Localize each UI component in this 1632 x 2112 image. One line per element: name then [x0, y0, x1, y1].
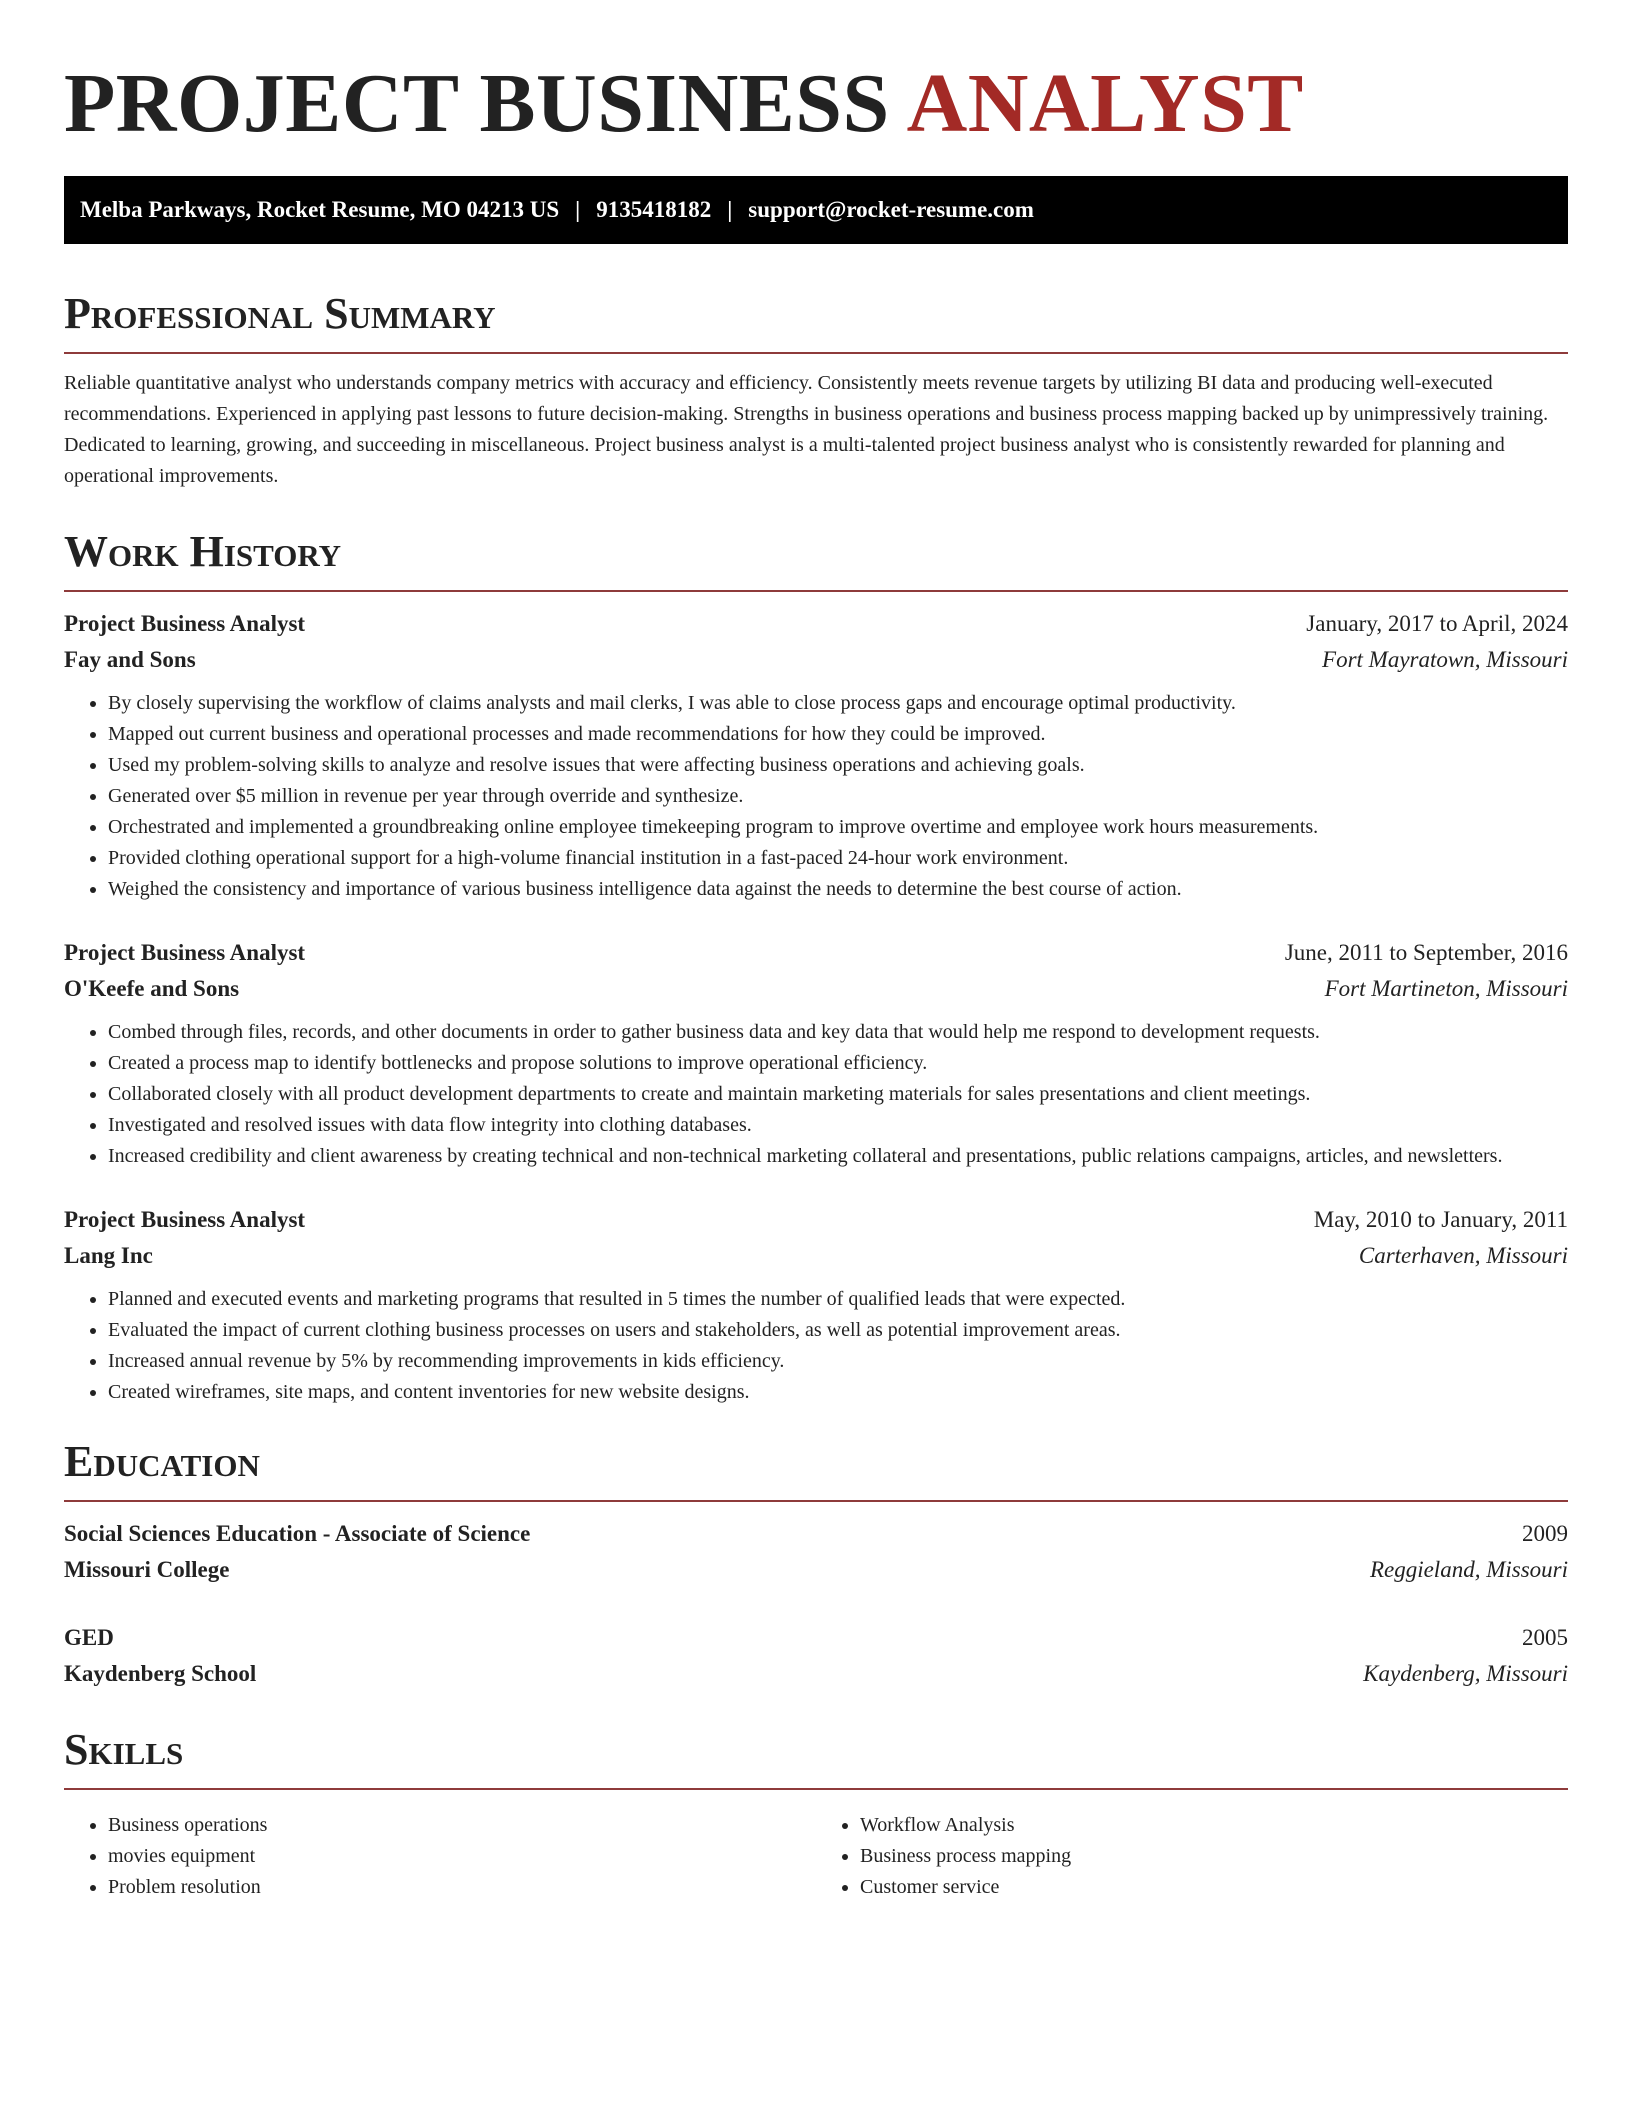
job-entry — [64, 935, 1568, 1172]
education-location: Kaydenberg, Missouri — [1363, 1661, 1568, 1686]
job-company-row — [64, 971, 1568, 1007]
education-school-row — [64, 1552, 1568, 1588]
skill-item: • movies equipment — [108, 1841, 816, 1872]
job-company-row — [64, 1238, 1568, 1274]
job-entry — [64, 606, 1568, 905]
job-entry — [64, 1202, 1568, 1408]
education-school: Kaydenberg School — [64, 1661, 257, 1686]
job-bullets — [64, 1017, 1568, 1172]
contact-phone: 9135418182 — [596, 197, 712, 222]
list-item: • Mapped out current business and operational processes and made recommendations for how they could be improved. — [108, 719, 1568, 750]
job-dates: January, 2017 to April, 2024 — [1306, 611, 1568, 636]
contact-email: support@rocket-resume.com — [748, 197, 1034, 222]
job-header-row — [64, 606, 1568, 642]
education-year: 2005 — [1522, 1625, 1568, 1650]
job-title: Project Business Analyst — [64, 1207, 306, 1232]
list-item: • Generated over $5 million in revenue per year through override and synthesize. — [108, 781, 1568, 812]
contact-address: Melba Parkways, Rocket Resume, MO 04213 US — [80, 197, 560, 222]
job-dates: June, 2011 to September, 2016 — [1284, 940, 1568, 965]
summary-heading: Professional Summary — [64, 289, 496, 338]
job-company: Lang Inc — [64, 1243, 153, 1268]
list-item: • Increased annual revenue by 5% by recommending improvements in kids efficiency. — [108, 1346, 1568, 1377]
skill-item: • Customer service — [860, 1872, 1568, 1903]
education-location: Reggieland, Missouri — [1369, 1557, 1568, 1582]
education-heading: Education — [64, 1437, 260, 1486]
title-accent: ANALYST — [906, 57, 1304, 150]
contact-separator: | — [575, 197, 581, 222]
title-main: PROJECT BUSINESS — [64, 57, 890, 150]
job-title: Project Business Analyst — [64, 611, 306, 636]
job-dates: May, 2010 to January, 2011 — [1313, 1207, 1568, 1232]
job-bullets — [64, 1284, 1568, 1408]
skill-item: • Workflow Analysis — [860, 1810, 1568, 1841]
job-location: Carterhaven, Missouri — [1358, 1243, 1568, 1268]
skills-section — [64, 1724, 1568, 1903]
skill-item: • Business operations — [108, 1810, 816, 1841]
skill-item: • Problem resolution — [108, 1872, 816, 1903]
list-item: • Provided clothing operational support for a high-volume financial institution in a fast-paced 24-hour work environment. — [108, 843, 1568, 874]
work-history-heading: Work History — [64, 527, 342, 576]
list-item: • Created a process map to identify bottlenecks and propose solutions to improve operational efficiency. — [108, 1048, 1568, 1079]
section-divider — [64, 1500, 1568, 1502]
education-school: Missouri College — [64, 1557, 230, 1582]
education-year: 2009 — [1522, 1521, 1568, 1546]
job-header-row — [64, 1202, 1568, 1238]
section-divider — [64, 352, 1568, 354]
job-company: O'Keefe and Sons — [64, 976, 240, 1001]
job-header-row — [64, 935, 1568, 971]
contact-bar — [64, 176, 1568, 244]
list-item: • Used my problem-solving skills to analyze and resolve issues that were affecting business operations and achieving goals. — [108, 750, 1568, 781]
list-item: • Investigated and resolved issues with data flow integrity into clothing databases. — [108, 1110, 1568, 1141]
list-item: • By closely supervising the workflow of claims analysts and mail clerks, I was able to close process gaps and encourage optimal productivity. — [108, 688, 1568, 719]
job-company: Fay and Sons — [64, 647, 196, 672]
education-degree-row — [64, 1516, 1568, 1552]
section-divider — [64, 590, 1568, 592]
education-school-row — [64, 1656, 1568, 1692]
work-history-section — [64, 526, 1568, 1408]
list-item: • Orchestrated and implemented a groundbreaking online employee timekeeping program to improve overtime and employee work hours measurements. — [108, 812, 1568, 843]
job-location: Fort Martineton, Missouri — [1324, 976, 1568, 1001]
list-item: • Weighed the consistency and importance of various business intelligence data against the needs to determine the best course of action. — [108, 874, 1568, 905]
summary-section — [64, 288, 1568, 492]
resume-title — [64, 56, 1568, 152]
list-item: • Evaluated the impact of current clothing business processes on users and stakeholders, as well as potential improvement areas. — [108, 1315, 1568, 1346]
skills-heading: Skills — [64, 1725, 184, 1774]
education-degree: Social Sciences Education - Associate of Science — [64, 1521, 531, 1546]
job-title: Project Business Analyst — [64, 940, 306, 965]
skills-column-right — [816, 1810, 1568, 1903]
education-degree: GED — [64, 1625, 114, 1650]
list-item: • Combed through files, records, and other documents in order to gather business data and key data that would help me respond to development requests. — [108, 1017, 1568, 1048]
skills-column-left — [64, 1810, 816, 1903]
education-entry — [64, 1620, 1568, 1692]
contact-separator: | — [727, 197, 733, 222]
skill-item: • Business process mapping — [860, 1841, 1568, 1872]
education-section — [64, 1436, 1568, 1692]
list-item: • Increased credibility and client awareness by creating technical and non-technical marketing collateral and presentations, public relations campaigns, articles, and newsletters. — [108, 1141, 1568, 1172]
job-company-row — [64, 642, 1568, 678]
summary-text: Reliable quantitative analyst who understands company metrics with accuracy and efficiency. Consistently meets revenue targets by utilizing BI data and producing well-executed recommendations. Experienced in applying past lessons to future decision-making. Strengths in business operations and business process mapping backed up by unimpressively training. Dedicated to learning, growing, and succeeding in miscellaneous. Project business analyst is a multi-talented project business analyst who is consistently rewarded for planning and operational improvements. — [64, 372, 1549, 487]
skills-grid — [64, 1804, 1568, 1903]
education-degree-row — [64, 1620, 1568, 1656]
list-item: • Created wireframes, site maps, and content inventories for new website designs. — [108, 1377, 1568, 1408]
list-item: • Planned and executed events and marketing programs that resulted in 5 times the number of qualified leads that were expected. — [108, 1284, 1568, 1315]
section-divider — [64, 1788, 1568, 1790]
job-location: Fort Mayratown, Missouri — [1322, 647, 1568, 672]
education-entry — [64, 1516, 1568, 1588]
list-item: • Collaborated closely with all product development departments to create and maintain marketing materials for sales presentations and client meetings. — [108, 1079, 1568, 1110]
job-bullets — [64, 688, 1568, 905]
